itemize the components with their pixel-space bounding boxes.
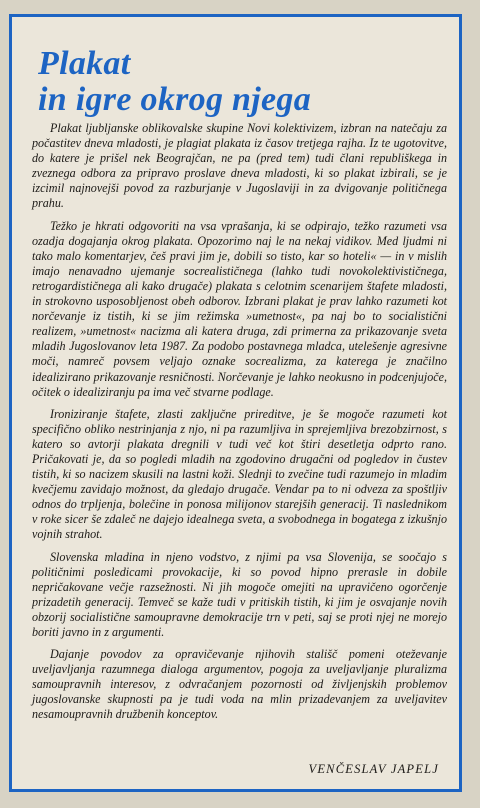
paragraph-2: Težko je hkrati odgovoriti na vsa vprašanja, ki se odpirajo, težko razumeti vsa ozadja dogajanja okrog plakata. Opozorimo naj le na nekaj vidikov. Med ljudmi ni tako malo komentarjev, češ pravi jim je, dobili so tisto, kar so hoteli« — in v mislih imajo nenavadno ujemanje socrealističnega (lahko tudi novokolektivističnega, retrogardističnega ali kako drugače) plakata s celotnim scenarijem štafete mladosti, in strokovno usposobljenost obeh odborov. Izbrani plakat je prav lahko razumeti kot norčevanje iz tistih, ki se jim režimska »umetnost«, pa naj bo to socialistični realizem, »umetnost« nacizma ali katera druga, zdi primerna za prikazovanje sveta mladih Jugoslovanov leta 1987. Za podobo postavnega mladca, utelešenje agresivne moči, namreč povsem veljajo oznake socrealizma, za katerega je značilno idealizirano prikazovanje resničnosti. Norčevanje je lahko neokusno in podcenjujoče, očitek o idealiziranju pa ima več stvarne podlage. bbox=[32, 218, 447, 399]
article-body bbox=[32, 121, 447, 730]
author-byline: VENČESLAV JAPELJ bbox=[308, 762, 439, 776]
paragraph-5: Dajanje povodov za opravičevanje njihovih stališč pomeni oteževanje uveljavljanja razumnega dialoga argumentov, pogoja za uveljavljanje pluralizma samoupravnih interesov, z odvračanjem pozornosti od življenjskih problemov jugoslovanske skupnosti pa je tudi voda na mlin prizadevanjem za uveljavitev nesamoupravnih družbenih konceptov. bbox=[32, 647, 447, 722]
article-title bbox=[38, 46, 311, 118]
article-box bbox=[9, 14, 462, 792]
title-line-1: Plakat bbox=[38, 44, 131, 82]
paragraph-3: Ironiziranje štafete, zlasti zaključne prireditve, je še mogoče razumeti kot specifično obliko nestrinjanja z njo, ni pa razumljiva in sprejemljiva brezobzirnost, s katero so avtorji plakata dregnili v tudi več kot štiri desetletja odprto rano. Pričakovati je, da so pogledi mladih na zgodovino drugačni od pogledov in čustev tistih, ki so nacizem skusili na lastni koži. Slednji to zvečine tudi razumejo in mladim kvečjemu zavidajo možnost, da gledajo drugače. Vendar pa to ni odveza za spoštljiv odnos do trpljenja, bolečine in ponosa milijonov starejših generacij. Ti naslednikom v roke sicer še zdaleč ne dajejo idealnega sveta, a svobodnega in bogatega z izkušnjo vojnih strahot. bbox=[32, 406, 447, 542]
title-line-2: in igre okrog njega bbox=[38, 80, 312, 118]
paragraph-1: Plakat ljubljanske oblikovalske skupine Novi kolektivizem, izbran na natečaju za počastitev dneva mladosti, je plagiat plakata iz časov tretjega rajha. Iz te ugotovitve, do katere je prišel nek Beograjčan, ne pa (pred tem) tudi člani republiškega in zveznega odbora za pripravo proslave dneva mladosti, ki so plakat izbirali, se je izcimil najnovejši povod za razburjanje v Jugoslaviji in za dvigovanje političnega prahu. bbox=[32, 121, 447, 211]
paragraph-4: Slovenska mladina in njeno vodstvo, z njimi pa vsa Slovenija, se soočajo s političnimi posledicami provokacije, ki so povod hipno prerasle in dobile nepričakovane večje razsežnosti. Ni jih mogoče omejiti na upravičeno ogorčenje prizadetih generacij. Temveč se kaže tudi v pritiskih tistih, ki jim je osvajanje novih obzorij socialistične samoupravne demokracije trn v peti, saj se proti njej ne morejo boriti javno in z argumenti. bbox=[32, 549, 447, 639]
